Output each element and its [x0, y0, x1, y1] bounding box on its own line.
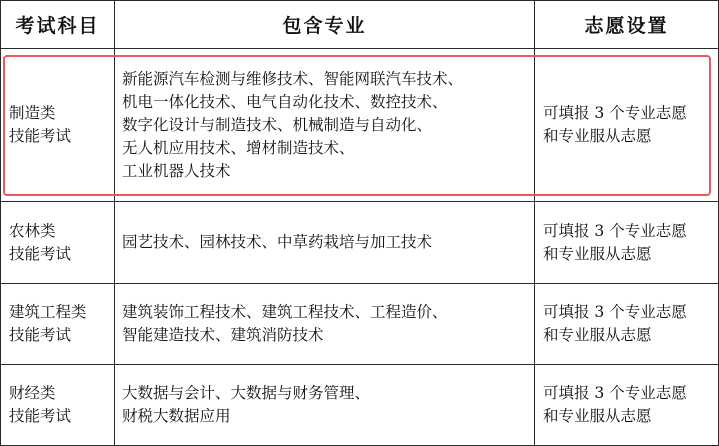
row-4-subject-cell [9, 365, 114, 445]
volunteer-line: 和专业服从志愿 [543, 407, 652, 425]
majors-line: 新能源汽车检测与维修技术、智能网联汽车技术、 [122, 69, 464, 88]
header-volunteer-label: 志愿设置 [584, 15, 669, 37]
row-4-subject [9, 382, 71, 428]
volunteer-line: 可填报 3 个专业志愿 [543, 104, 687, 122]
subject-line: 技能考试 [9, 326, 72, 344]
row-1-volunteer [543, 102, 687, 148]
row-3-subject-cell [9, 284, 114, 364]
majors-line: 智能建造技术、建筑消防技术 [122, 326, 324, 344]
row-4-volunteer [543, 382, 687, 428]
header-majors-label: 包含专业 [282, 15, 367, 37]
row-2-volunteer-cell [543, 202, 718, 283]
majors-line: 无人机应用技术、增材制造技术、 [122, 138, 355, 157]
row-3-majors-cell [122, 284, 534, 364]
subject-line: 制造类 [9, 104, 56, 122]
volunteer-line: 可填报 3 个专业志愿 [543, 221, 687, 240]
subject-line: 农林类 [9, 221, 56, 240]
header-subject-label: 考试科目 [15, 15, 100, 37]
row-4-volunteer-cell [543, 365, 718, 445]
volunteer-line: 和专业服从志愿 [543, 326, 652, 344]
column-divider [534, 0, 535, 446]
table-border-left [0, 0, 1, 446]
column-divider [114, 0, 115, 446]
volunteer-line: 可填报 3 个专业志愿 [543, 384, 687, 402]
row-1-majors-cell [122, 49, 534, 201]
majors-line: 大数据与会计、大数据与财务管理、 [122, 384, 371, 402]
row-1-majors [122, 68, 463, 183]
majors-line: 建筑装饰工程技术、建筑工程技术、工程造价、 [122, 303, 448, 321]
volunteer-line: 可填报 3 个专业志愿 [543, 303, 687, 321]
row-2-subject [9, 220, 71, 266]
subject-line: 技能考试 [9, 244, 72, 263]
header-cell-subject [1, 1, 114, 48]
majors-line: 工业机器人技术 [122, 161, 231, 180]
volunteer-line: 和专业服从志愿 [543, 244, 652, 263]
row-4-majors [122, 382, 370, 428]
subject-line: 建筑工程类 [9, 303, 87, 321]
majors-line: 数字化设计与制造技术、机械制造与自动化、 [122, 115, 433, 134]
row-2-majors [122, 231, 432, 254]
subject-line: 技能考试 [9, 127, 72, 145]
row-2-volunteer [543, 220, 687, 266]
subject-line: 技能考试 [9, 407, 72, 425]
header-cell-volunteer [535, 1, 718, 48]
row-4-majors-cell [122, 365, 534, 445]
row-1-subject [9, 102, 71, 148]
row-1-volunteer-cell [543, 49, 718, 201]
row-2-majors-cell [122, 202, 534, 283]
subject-line: 财经类 [9, 384, 56, 402]
row-1-subject-cell [9, 49, 114, 201]
header-cell-majors [115, 1, 534, 48]
row-3-volunteer-cell [543, 284, 718, 364]
row-2-subject-cell [9, 202, 114, 283]
majors-line: 财税大数据应用 [122, 407, 231, 425]
row-3-volunteer [543, 301, 687, 347]
row-3-subject [9, 301, 87, 347]
volunteer-line: 和专业服从志愿 [543, 127, 652, 145]
majors-line: 机电一体化技术、电气自动化技术、数控技术、 [122, 92, 448, 111]
majors-line: 园艺技术、园林技术、中草药栽培与加工技术 [122, 233, 433, 251]
row-3-majors [122, 301, 448, 347]
